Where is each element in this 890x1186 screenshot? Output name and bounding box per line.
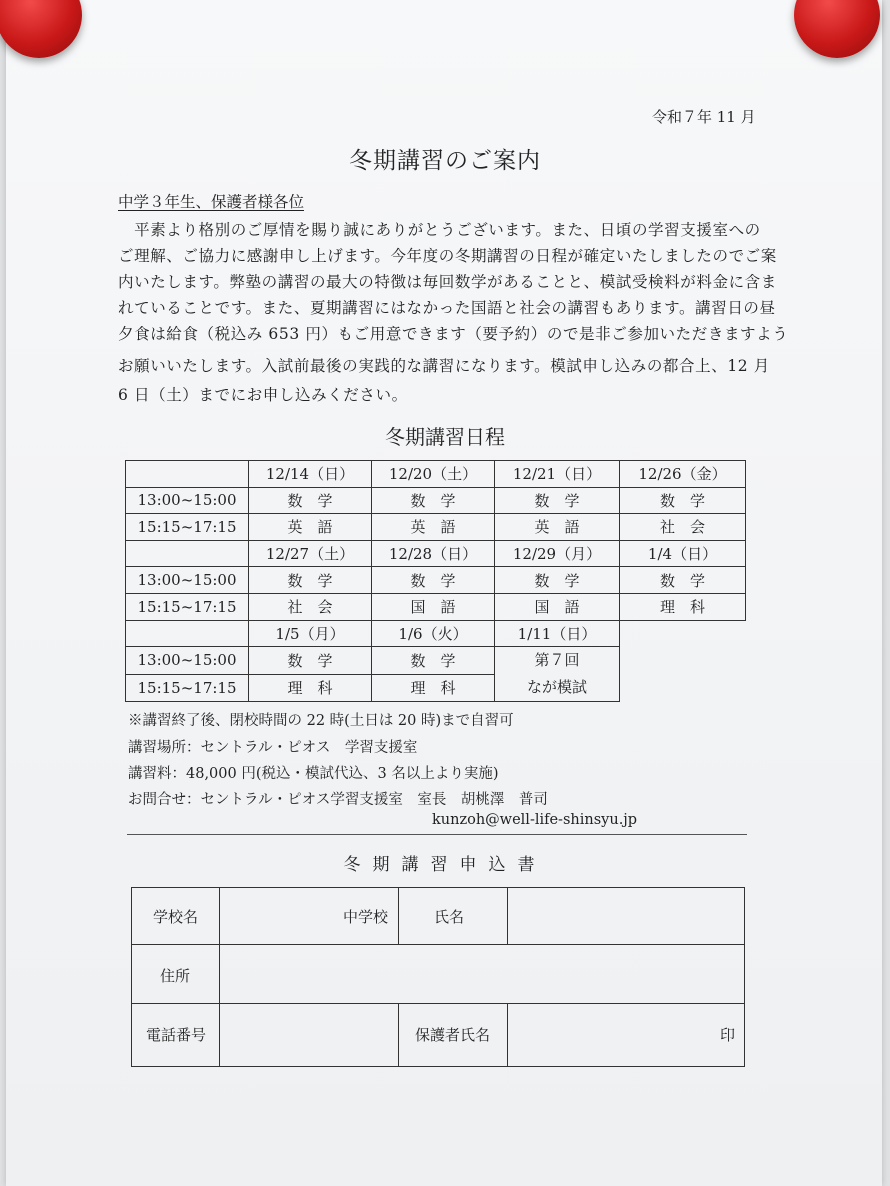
subject-cell: 数 学 [495, 487, 620, 514]
schedule-table [125, 460, 746, 702]
school-suffix: 中学校 [343, 908, 389, 926]
subject-cell: 数 学 [495, 567, 620, 594]
subject-cell: 社 会 [620, 514, 746, 541]
letter-line: ご理解、ご協力に感謝申し上げます。今年度の冬期講習の日程が確定いたしましたのでご案 [118, 247, 777, 265]
table-row [126, 487, 746, 514]
subject-cell: 数 学 [249, 567, 372, 594]
note-line: 講習料：48,000 円(税込・模試代込、3 名以上より実施) [128, 766, 499, 782]
phone-label: 電話番号 [146, 1026, 207, 1044]
form-col-divider [398, 888, 399, 944]
letter-line: 6 日（土）までにお申し込みください。 [118, 386, 408, 404]
date-cell: 12/21（日） [495, 461, 620, 488]
date-cell: 1/6（火） [372, 620, 495, 647]
letter-line: お願いいたします。入試前最後の実践的な講習になります。模試申し込みの都合上、12 月 [118, 357, 770, 375]
address-input[interactable] [220, 945, 744, 1003]
guardian-input[interactable] [508, 1004, 744, 1066]
time-cell [126, 540, 249, 567]
time-cell: 13:00~15:00 [126, 647, 249, 675]
subject-cell: 数 学 [372, 567, 495, 594]
date-cell: 12/28（日） [372, 540, 495, 567]
date-cell: 12/27（土） [249, 540, 372, 567]
date-cell: 12/26（金） [620, 461, 746, 488]
table-row [126, 620, 746, 647]
letter-line: 平素より格別のご厚情を賜り誠にありがとうございます。また、日頃の学習支援室への [118, 221, 761, 239]
time-cell [126, 461, 249, 488]
note-line: ※講習終了後、閉校時間の 22 時(土日は 20 時)まで自習可 [128, 713, 514, 729]
subject-cell: 社 会 [249, 593, 372, 620]
name-label: 氏名 [434, 908, 465, 926]
form-col-divider [398, 1003, 399, 1066]
document-date: 令和７年 11 月 [652, 108, 756, 126]
time-cell: 15:15~17:15 [126, 674, 249, 702]
name-input[interactable] [508, 888, 744, 944]
seal-mark: 印 [720, 1026, 736, 1044]
subject-cell: 理 科 [372, 674, 495, 702]
time-cell: 15:15~17:15 [126, 514, 249, 541]
subject-cell: 国 語 [372, 593, 495, 620]
letter-line: れていることです。また、夏期講習にはなかった国語と社会の講習もあります。講習日の昼 [118, 299, 776, 317]
table-row [126, 540, 746, 567]
document-title: 冬期講習のご案内 [349, 148, 541, 174]
date-cell: 12/20（土） [372, 461, 495, 488]
greeting-line: 中学３年生、保護者様各位 [118, 193, 305, 211]
time-cell: 13:00~15:00 [126, 487, 249, 514]
schedule-title: 冬期講習日程 [385, 425, 505, 449]
mock-exam-cell [495, 647, 620, 702]
subject-cell: 数 学 [249, 487, 372, 514]
subject-cell: 英 語 [495, 514, 620, 541]
subject-cell: 数 学 [620, 487, 746, 514]
subject-cell: 理 科 [620, 593, 746, 620]
time-cell: 13:00~15:00 [126, 567, 249, 594]
application-form [131, 887, 745, 1067]
table-row [126, 674, 746, 702]
letter-line: 夕食は給食（税込み 653 円）もご用意できます（要予約）ので是非ご参加いただきますよう [118, 325, 789, 343]
form-title: 冬期講習申込書 [343, 855, 547, 875]
note-line: 講習場所：セントラル・ピオス 学習支援室 [128, 740, 418, 756]
subject-cell: 国 語 [495, 593, 620, 620]
table-row [126, 647, 746, 675]
date-cell: 12/29（月） [495, 540, 620, 567]
subject-cell: 数 学 [372, 647, 495, 675]
empty-cell [620, 674, 746, 702]
letter-line: 内いたします。弊塾の講習の最大の特徴は毎回数学があることと、模試受検料が料金に含ま [118, 273, 777, 291]
subject-cell: 英 語 [249, 514, 372, 541]
cut-line-divider [127, 834, 747, 835]
school-label: 学校名 [153, 908, 199, 926]
phone-input[interactable] [220, 1004, 398, 1066]
date-cell: 12/14（日） [249, 461, 372, 488]
time-cell [126, 620, 249, 647]
subject-cell: 数 学 [372, 487, 495, 514]
time-cell: 15:15~17:15 [126, 593, 249, 620]
mock-exam-line: なが模試 [526, 678, 587, 697]
table-row [126, 593, 746, 620]
subject-cell: 英 語 [372, 514, 495, 541]
contact-email: kunzoh@well-life-shinsyu.jp [432, 812, 638, 828]
note-line: お問合せ：セントラル・ピオス学習支援室 室長 胡桃澤 普司 [128, 792, 548, 808]
mock-exam-line: 第７回 [534, 651, 580, 670]
table-row [126, 567, 746, 594]
empty-cell [620, 647, 746, 675]
subject-cell: 数 学 [249, 647, 372, 675]
empty-cell [620, 620, 746, 647]
date-cell: 1/11（日） [495, 620, 620, 647]
date-cell: 1/4（日） [620, 540, 746, 567]
guardian-label: 保護者氏名 [415, 1026, 491, 1044]
date-cell: 1/5（月） [249, 620, 372, 647]
subject-cell: 数 学 [620, 567, 746, 594]
table-row [126, 461, 746, 488]
table-row [126, 514, 746, 541]
subject-cell: 理 科 [249, 674, 372, 702]
address-label: 住所 [160, 967, 191, 985]
